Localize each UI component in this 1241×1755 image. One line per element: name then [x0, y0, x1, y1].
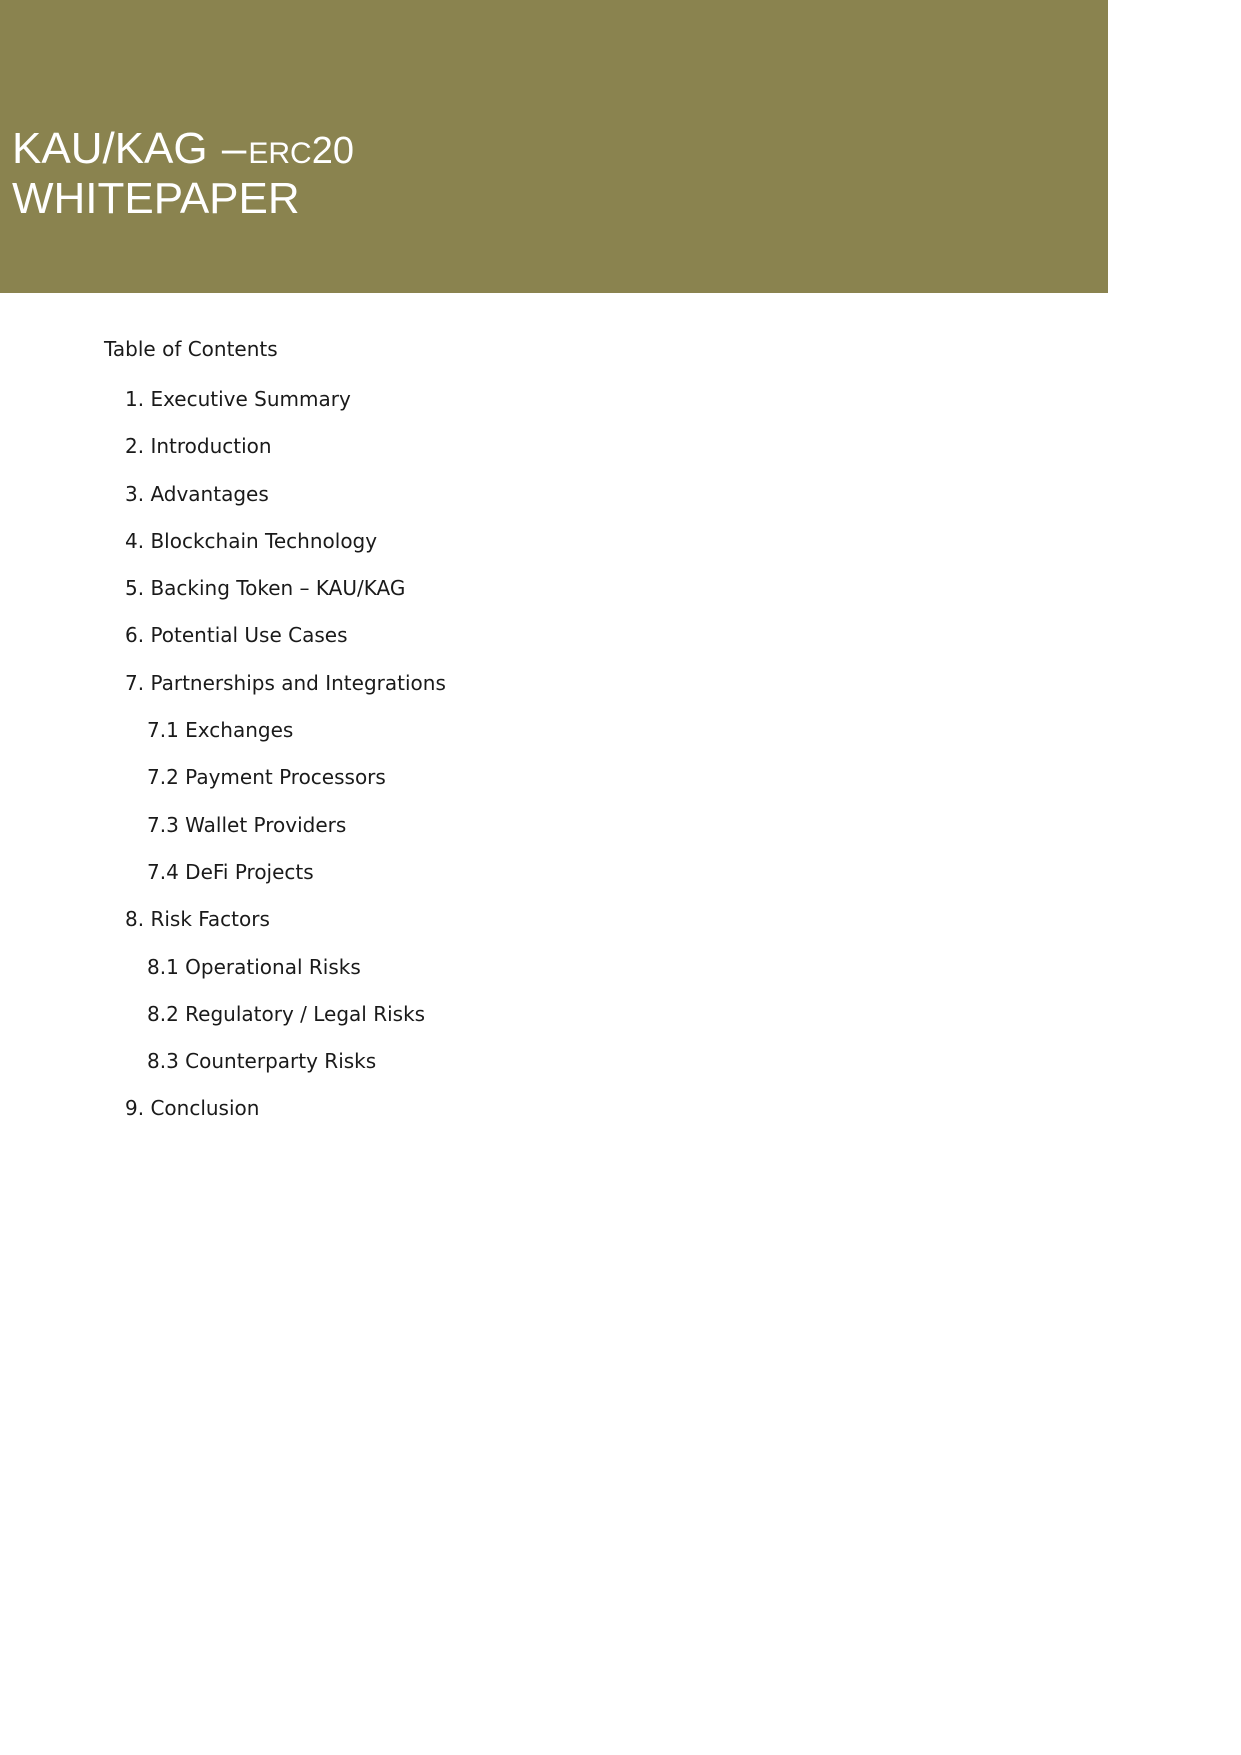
table-of-contents	[104, 336, 446, 1143]
title-version: 20	[311, 130, 354, 172]
toc-item[interactable]: 2. Introduction	[125, 434, 272, 459]
toc-heading: Table of Contents	[104, 337, 278, 361]
toc-item[interactable]: 4. Blockchain Technology	[125, 528, 378, 553]
toc-subitem[interactable]: 8.3 Counterparty Risks	[147, 1049, 377, 1074]
toc-subitem[interactable]: 8.1 Operational Risks	[147, 954, 361, 979]
header-banner	[0, 0, 1108, 293]
title-main: KAU/KAG	[12, 124, 208, 173]
title-separator: –	[221, 124, 247, 173]
toc-subitem[interactable]: 7.4 DeFi Projects	[147, 859, 314, 884]
toc-item[interactable]: 1. Executive Summary	[125, 387, 351, 411]
toc-item[interactable]: 8. Risk Factors	[125, 907, 270, 932]
toc-list	[104, 386, 446, 1143]
toc-subitem[interactable]: 7.2 Payment Processors	[147, 765, 386, 790]
title-erc: ERC	[248, 137, 312, 170]
toc-subitem[interactable]: 8.2 Regulatory / Legal Risks	[147, 1001, 426, 1026]
toc-item[interactable]: 9. Conclusion	[125, 1096, 260, 1121]
toc-item[interactable]: 6. Potential Use Cases	[125, 623, 348, 648]
toc-item[interactable]: 7. Partnerships and Integrations	[125, 670, 446, 695]
document-title	[12, 126, 354, 221]
toc-subitem[interactable]: 7.1 Exchanges	[147, 718, 294, 743]
toc-item[interactable]: 3. Advantages	[125, 481, 269, 506]
toc-subitem[interactable]: 7.3 Wallet Providers	[147, 812, 347, 837]
toc-item[interactable]: 5. Backing Token – KAU/KAG	[125, 576, 406, 601]
title-subtitle: WHITEPAPER	[12, 174, 300, 223]
